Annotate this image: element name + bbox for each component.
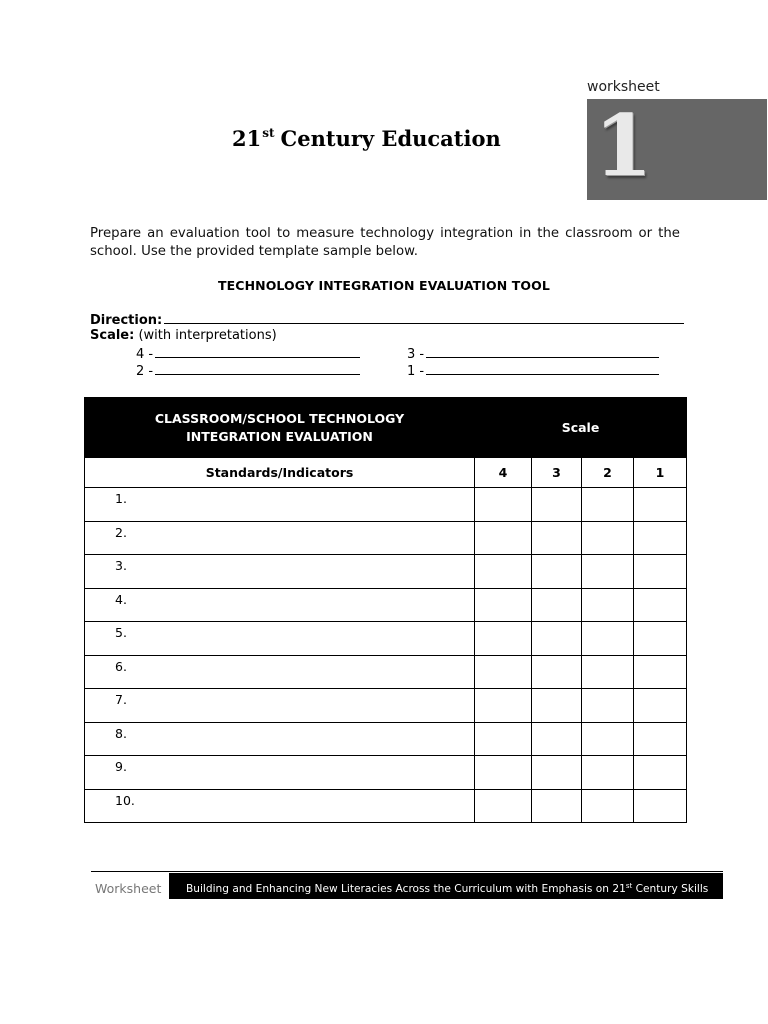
scale-col-3: 3 xyxy=(532,458,582,488)
rating-cell-3[interactable] xyxy=(532,756,582,790)
rating-cell-4[interactable] xyxy=(475,488,532,522)
table-main-header xyxy=(85,398,475,458)
table-header-line-2: INTEGRATION EVALUATION xyxy=(186,428,373,444)
table-row xyxy=(85,555,687,589)
rating-cell-1[interactable] xyxy=(634,789,687,823)
footer-worksheet-label: Worksheet xyxy=(95,881,162,896)
rating-cell-3[interactable] xyxy=(532,622,582,656)
footer-text: Building and Enhancing New Literacies Across the Curriculum with Emphasis on 21 xyxy=(186,883,626,895)
rating-cell-1[interactable] xyxy=(634,521,687,555)
rating-cell-3[interactable] xyxy=(532,689,582,723)
footer-sup: st xyxy=(625,882,633,890)
rating-cell-3[interactable] xyxy=(532,588,582,622)
table-row xyxy=(85,722,687,756)
intro-paragraph: Prepare an evaluation tool to measure technology integration in the classroom or the school. Use the provided template sample below. xyxy=(90,226,680,259)
direction-blank[interactable] xyxy=(164,311,684,324)
table-header-line-1: CLASSROOM/SCHOOL TECHNOLOGY xyxy=(154,410,405,426)
scale-item-4-blank[interactable] xyxy=(155,345,360,358)
indicator-cell[interactable]: 2. xyxy=(85,521,475,555)
rating-cell-2[interactable] xyxy=(582,789,634,823)
worksheet-number: 1 xyxy=(594,96,653,195)
rating-cell-2[interactable] xyxy=(582,588,634,622)
rating-cell-4[interactable] xyxy=(475,756,532,790)
worksheet-label: worksheet xyxy=(587,79,660,95)
rating-cell-4[interactable] xyxy=(475,555,532,589)
table-row xyxy=(85,521,687,555)
rating-cell-2[interactable] xyxy=(582,655,634,689)
scale-col-4: 4 xyxy=(475,458,532,488)
rating-cell-1[interactable] xyxy=(634,555,687,589)
scale-item-4-label: 4 - xyxy=(136,347,154,362)
table-row xyxy=(85,756,687,790)
table-subheader-row xyxy=(85,458,687,488)
rating-cell-4[interactable] xyxy=(475,722,532,756)
rating-cell-2[interactable] xyxy=(582,722,634,756)
rating-cell-1[interactable] xyxy=(634,488,687,522)
table-body xyxy=(85,488,687,823)
rating-cell-3[interactable] xyxy=(532,521,582,555)
rating-cell-2[interactable] xyxy=(582,689,634,723)
table-row xyxy=(85,789,687,823)
rating-cell-4[interactable] xyxy=(475,521,532,555)
rating-cell-1[interactable] xyxy=(634,722,687,756)
scale-item-2-label: 2 - xyxy=(136,364,154,379)
indicator-cell[interactable]: 4. xyxy=(85,588,475,622)
scale-note: (with interpretations) xyxy=(138,328,277,343)
title-number: 21 xyxy=(232,126,262,151)
standards-header: Standards/Indicators xyxy=(85,458,475,488)
table-row xyxy=(85,488,687,522)
rating-cell-1[interactable] xyxy=(634,689,687,723)
rating-cell-1[interactable] xyxy=(634,588,687,622)
scale-item-2-blank[interactable] xyxy=(155,362,360,375)
scale-item-4 xyxy=(136,345,360,362)
table-row xyxy=(85,588,687,622)
scale-line xyxy=(90,328,277,343)
indicator-cell[interactable]: 3. xyxy=(85,555,475,589)
rating-cell-3[interactable] xyxy=(532,722,582,756)
rating-cell-2[interactable] xyxy=(582,756,634,790)
scale-header: Scale xyxy=(475,398,687,458)
rating-cell-4[interactable] xyxy=(475,689,532,723)
title-suffix: st xyxy=(262,126,275,140)
indicator-cell[interactable]: 8. xyxy=(85,722,475,756)
rating-cell-4[interactable] xyxy=(475,789,532,823)
footer-rule xyxy=(91,871,723,872)
indicator-cell[interactable]: 9. xyxy=(85,756,475,790)
rating-cell-2[interactable] xyxy=(582,555,634,589)
scale-item-1-label: 1 - xyxy=(407,364,425,379)
scale-item-2 xyxy=(136,362,360,379)
scale-label: Scale: xyxy=(90,328,135,343)
footer-text-end: Century Skills xyxy=(632,883,709,895)
tool-title: TECHNOLOGY INTEGRATION EVALUATION TOOL xyxy=(218,278,550,293)
table-row xyxy=(85,655,687,689)
rating-cell-2[interactable] xyxy=(582,622,634,656)
rating-cell-4[interactable] xyxy=(475,655,532,689)
rating-cell-3[interactable] xyxy=(532,488,582,522)
indicator-cell[interactable]: 5. xyxy=(85,622,475,656)
rating-cell-4[interactable] xyxy=(475,622,532,656)
title-rest: Century Education xyxy=(280,126,501,151)
rating-cell-3[interactable] xyxy=(532,555,582,589)
rating-cell-3[interactable] xyxy=(532,789,582,823)
scale-item-3-label: 3 - xyxy=(407,347,425,362)
rating-cell-2[interactable] xyxy=(582,488,634,522)
rating-cell-3[interactable] xyxy=(532,655,582,689)
scale-item-3 xyxy=(407,345,659,362)
rating-cell-2[interactable] xyxy=(582,521,634,555)
scale-item-1 xyxy=(407,362,659,379)
rating-cell-1[interactable] xyxy=(634,622,687,656)
scale-item-3-blank[interactable] xyxy=(426,345,659,358)
rating-cell-1[interactable] xyxy=(634,756,687,790)
table-row xyxy=(85,622,687,656)
rating-cell-4[interactable] xyxy=(475,588,532,622)
indicator-cell[interactable]: 10. xyxy=(85,789,475,823)
table-row xyxy=(85,689,687,723)
indicator-cell[interactable]: 7. xyxy=(85,689,475,723)
page-title xyxy=(232,126,501,151)
rating-cell-1[interactable] xyxy=(634,655,687,689)
scale-item-1-blank[interactable] xyxy=(426,362,659,375)
scale-col-2: 2 xyxy=(582,458,634,488)
indicator-cell[interactable]: 6. xyxy=(85,655,475,689)
direction-line xyxy=(90,311,684,328)
indicator-cell[interactable]: 1. xyxy=(85,488,475,522)
scale-col-1: 1 xyxy=(634,458,687,488)
footer-banner xyxy=(169,873,723,899)
table-header-row xyxy=(85,398,687,458)
evaluation-table xyxy=(84,397,687,823)
direction-label: Direction: xyxy=(90,313,163,328)
